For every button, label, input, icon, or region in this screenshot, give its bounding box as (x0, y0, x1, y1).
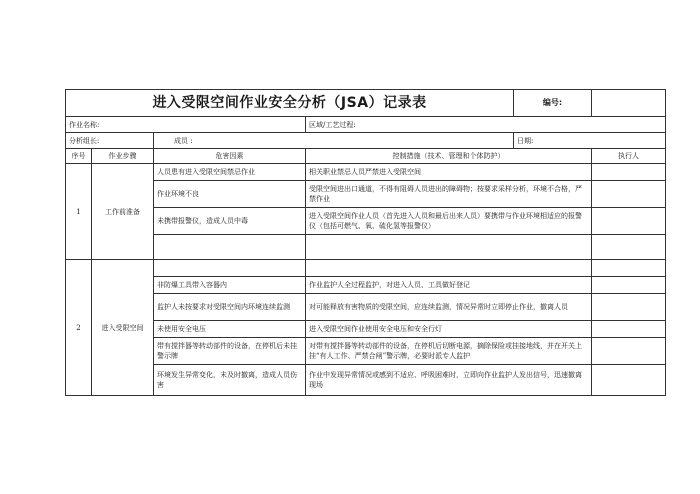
hazard-cell: 未使用安全电压 (154, 321, 306, 338)
document-title: 进入受限空间作业安全分析（JSA）记录表 (66, 90, 514, 117)
empty-cell (306, 235, 592, 260)
empty-cell (592, 260, 666, 277)
measure-cell: 对可能释放有害物质的受限空间，应连续监测，情况异常时立即停止作业，撤离人员 (306, 294, 592, 321)
code-label: 编号: (514, 90, 592, 117)
executor-cell (592, 164, 666, 181)
code-value (592, 90, 666, 117)
hazard-cell: 监护人未按要求对受限空间内环境连续监测 (154, 294, 306, 321)
group-no: 1 (66, 164, 92, 260)
measure-cell: 作业监护人全过程监护，对进入人员、工具做好登记 (306, 277, 592, 294)
measure-cell: 对带有搅拌器等转动部件的设备，在停机后切断电源，摘除保险或挂接地线，并在开关上挂“有人工作、严禁合闸”警示牌，必要时派专人监护 (306, 338, 592, 365)
empty-cell (592, 235, 666, 260)
hazard-cell: 人员患有进入受限空间禁忌作业 (154, 164, 306, 181)
measure-cell: 进入受限空间作业使用安全电压和安全行灯 (306, 321, 592, 338)
hazard-cell: 非防爆工具带入容器内 (154, 277, 306, 294)
jsa-table (65, 89, 666, 396)
group-step: 进入受限空间 (92, 260, 154, 396)
leader-label: 分析组长: (66, 133, 154, 149)
header-hazard: 危害因素 (154, 149, 306, 164)
area-label: 区域/工艺过程: (306, 117, 666, 133)
jsa-record-sheet (65, 89, 665, 396)
executor-cell (592, 338, 666, 365)
measure-cell: 受限空间进出口通道，不得有阻碍人员进出的障碍物；按要求采样分析，环境不合格，严禁作业 (306, 181, 592, 208)
work-name-label: 作业名称: (66, 117, 306, 133)
date-label: 日期: (514, 133, 666, 149)
executor-cell (592, 365, 666, 396)
member-label: 成员 : (154, 133, 514, 149)
group-step: 工作前准备 (92, 164, 154, 260)
hazard-cell: 作业环境不良 (154, 181, 306, 208)
measure-cell: 相关职业禁忌人员严禁进入受限空间 (306, 164, 592, 181)
executor-cell (592, 294, 666, 321)
empty-cell (154, 235, 306, 260)
executor-cell (592, 277, 666, 294)
empty-cell (306, 260, 592, 277)
header-measure: 控制措施（技术、管理和个体防护） (306, 149, 592, 164)
measure-cell: 作业中发现异常情况或感到不适应、呼吸困难时，立即向作业监护人发出信号，迅速撤离现场 (306, 365, 592, 396)
group-no: 2 (66, 260, 92, 396)
hazard-cell: 环境发生异常变化，未及时撤离，造成人员伤害 (154, 365, 306, 396)
hazard-cell: 带有搅拌器等转动部件的设备，在停机后未挂警示牌 (154, 338, 306, 365)
empty-cell (154, 260, 306, 277)
executor-cell (592, 208, 666, 235)
executor-cell (592, 181, 666, 208)
executor-cell (592, 321, 666, 338)
header-executor: 执行人 (592, 149, 666, 164)
header-no: 序号 (66, 149, 92, 164)
measure-cell: 进入受限空间作业人员（首先进入人员和最后出来人员）要携带与作业环境相适应的报警仪（包括可燃气、氧、硫化氢等报警仪） (306, 208, 592, 235)
hazard-cell: 未携带报警仪，造成人员中毒 (154, 208, 306, 235)
header-step: 作业步骤 (92, 149, 154, 164)
